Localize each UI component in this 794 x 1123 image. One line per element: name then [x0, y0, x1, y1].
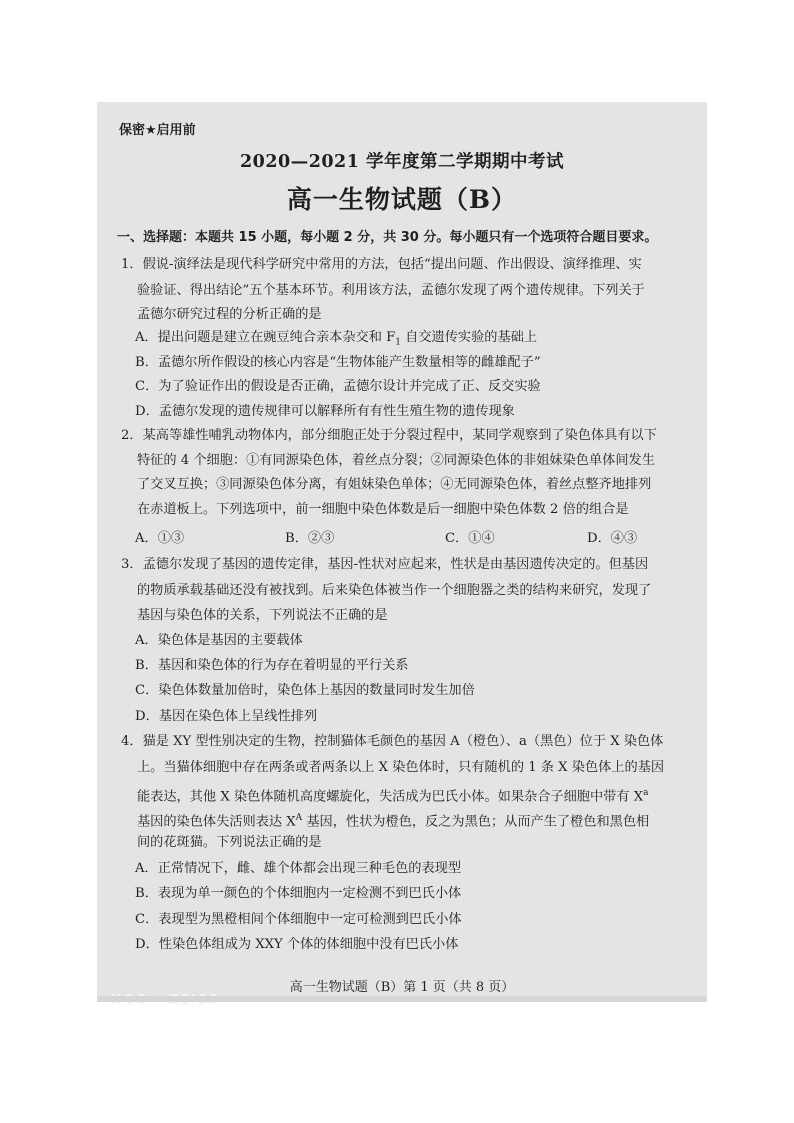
question-3-line-2: 的物质承载基础还没有被找到。后来染色体被当作一个细胞器之类的结构来研究，发现了 — [137, 583, 652, 598]
question-3-line-1: 3．孟德尔发现了基因的遗传定律，基因-性状对应起来，性状是由基因遗传决定的。但基因 — [121, 557, 649, 572]
question-2-option-d: D．④③ — [587, 531, 638, 546]
question-2-option-b: B．②③ — [285, 531, 335, 546]
section-heading: 一、选择题：本题共 15 小题，每小题 2 分，共 30 分。每小题只有一个选项符合题目要求。 — [117, 230, 658, 245]
question-3-option-d: D．基因在染色体上呈线性排列 — [135, 709, 318, 724]
question-2-line-3: 了交叉互换；③同源染色体分离，有姐妹染色单体；④无同源染色体，着丝点整齐地排列 — [137, 477, 652, 492]
question-4-option-c: C．表现型为黑橙相间个体细胞中一定可检测到巴氏小体 — [135, 912, 462, 927]
question-2-line-1: 2．某高等雄性哺乳动物体内，部分细胞正处于分裂过程中，某同学观察到了染色体具有以下 — [121, 428, 657, 443]
question-2-line-4: 在赤道板上。下列选项中，前一细胞中染色体数是后一细胞中染色体数 2 倍的组合是 — [137, 502, 629, 517]
question-2-option-a: A．①③ — [135, 531, 185, 546]
question-1-line-2: 验验证、得出结论”五个基本环节。利用该方法，孟德尔发现了两个遗传规律。下列关于 — [137, 283, 645, 298]
question-4-line-5: 间的花斑猫。下列说法正确的是 — [137, 835, 322, 850]
question-1-option-c: C．为了验证作出的假设是否正确，孟德尔设计并完成了正、反交实验 — [135, 379, 541, 394]
exam-title: 2020—2021 学年度第二学期期中考试 — [239, 152, 564, 172]
question-4-option-b: B．表现为单一颜色的个体细胞内一定检测不到巴氏小体 — [135, 886, 462, 901]
question-2-line-2: 特征的 4 个细胞：①有同源染色体，着丝点分裂；②同源染色体的非姐妹染色单体间发生 — [137, 453, 655, 468]
question-4-option-a: A．正常情况下，雌、雄个体都会出现三种毛色的表现型 — [135, 861, 462, 876]
question-1-option-b: B．孟德尔所作假设的核心内容是“生物体能产生数量相等的雌雄配子” — [135, 355, 541, 370]
question-2-options — [135, 526, 695, 552]
question-3-line-3: 基因与染色体的关系，下列说法不正确的是 — [137, 608, 388, 623]
page-footer: 高一生物试题（B）第 1 页（共 8 页） — [289, 980, 515, 995]
question-3-option-a: A．染色体是基因的主要载体 — [135, 633, 303, 648]
sheet-edge — [97, 996, 707, 1002]
question-1-option-d: D．孟德尔发现的遗传规律可以解释所有有性生殖生物的遗传现象 — [135, 404, 515, 419]
paper-title: 高一生物试题（B） — [286, 185, 518, 214]
question-1-option-a: A．提出问题是建立在豌豆纯合亲本杂交和 $F_1$ 自交遗传实验的基础上 — [135, 330, 538, 348]
question-4-option-d: D．性染色体组成为 XXY 个体的体细胞中没有巴氏小体 — [135, 937, 459, 952]
question-4-line-1: 4．猫是 XY 型性别决定的生物，控制猫体毛颜色的基因 A（橙色）、a（黑色）位于 X 染色体 — [121, 734, 664, 749]
question-1-line-1: 1．假说-演绎法是现代科学研究中常用的方法，包括“提出问题、作出假设、演绎推理、实 — [121, 257, 642, 272]
question-4-line-3: 能表达，其他 X 染色体随机高度螺旋化，失活成为巴氏小体。如果杂合子细胞中带有 $X^a$ — [137, 788, 649, 805]
question-1-line-3: 孟德尔研究过程的分析正确的是 — [137, 307, 322, 322]
question-3-option-c: C．染色体数量加倍时，染色体上基因的数量同时发生加倍 — [135, 683, 475, 698]
question-4-line-2: 上。当猫体细胞中存在两条或者两条以上 X 染色体时，只有随机的 1 条 X 染色体上的基因 — [137, 760, 665, 775]
question-3-option-b: B．基因和染色体的行为存在着明显的平行关系 — [135, 658, 409, 673]
exam-sheet — [97, 102, 707, 1000]
question-2-option-c: C．①④ — [445, 531, 495, 546]
question-4-line-4: 基因的染色体失活则表达 $X^A$ 基因，性状为橙色，反之为黑色；从而产生了橙色和黑色相 — [137, 813, 650, 830]
confidential-label: 保密★启用前 — [119, 123, 196, 138]
